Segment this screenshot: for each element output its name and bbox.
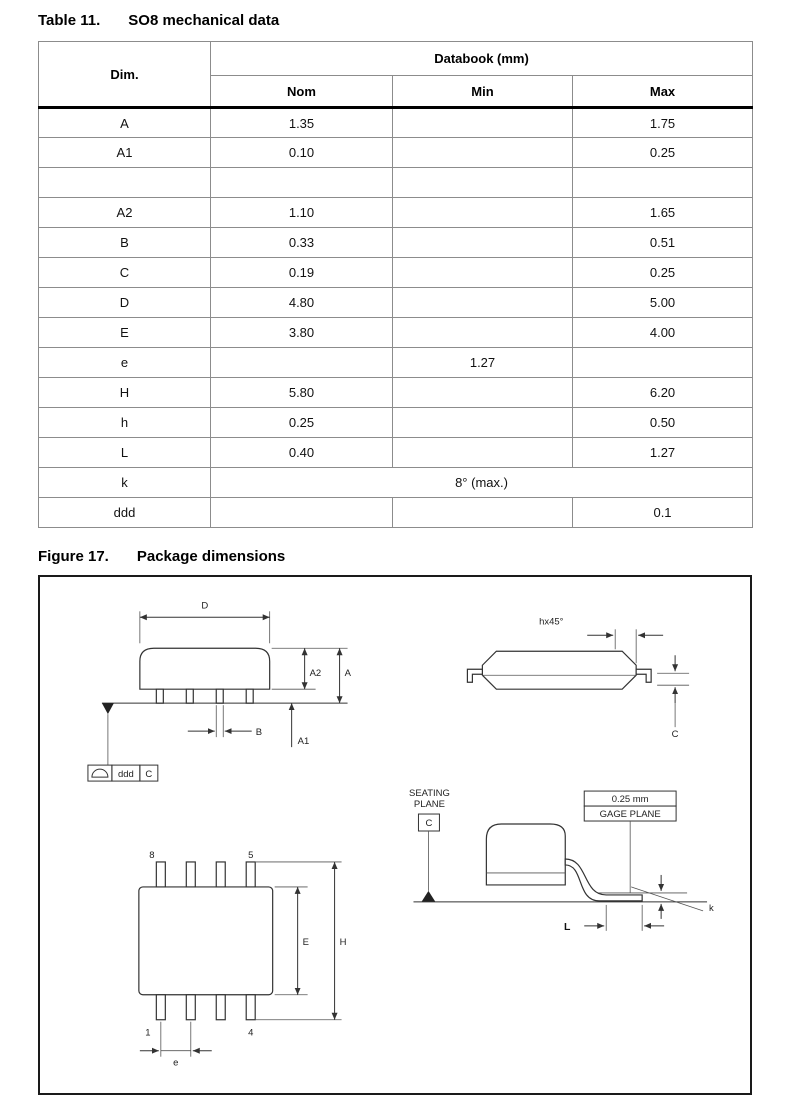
min-cell	[393, 228, 573, 258]
dim-cell: L	[39, 438, 211, 468]
dim-label-d: D	[201, 600, 209, 612]
min-cell	[393, 108, 573, 138]
min-cell	[393, 168, 573, 198]
dim-label-a1: A1	[297, 736, 310, 748]
nom-cell: 1.35	[211, 108, 393, 138]
dim-cell: E	[39, 318, 211, 348]
table-row	[39, 228, 753, 258]
nom-cell	[211, 498, 393, 528]
figure-caption-title: Package dimensions	[136, 548, 286, 565]
max-cell: 0.1	[573, 498, 753, 528]
min-cell	[393, 198, 573, 228]
min-cell	[393, 378, 573, 408]
max-cell: 0.51	[573, 228, 753, 258]
dim-cell: C	[39, 258, 211, 288]
tolerance-label-ddd: ddd	[117, 769, 134, 781]
min-cell	[393, 258, 573, 288]
dim-label-h-overall: H	[339, 936, 347, 948]
k-span-cell: 8° (max.)	[211, 468, 753, 498]
header-row-group	[39, 42, 753, 76]
nom-cell	[211, 168, 393, 198]
dim-cell: ddd	[39, 498, 211, 528]
table-row-k	[39, 468, 753, 498]
table-caption	[38, 12, 752, 29]
seating-datum-c: C	[425, 818, 433, 830]
nom-cell: 4.80	[211, 288, 393, 318]
nom-cell: 0.40	[211, 438, 393, 468]
nom-cell: 0.19	[211, 258, 393, 288]
dim-cell: A1	[39, 138, 211, 168]
top-view	[139, 850, 347, 1069]
table-row	[39, 378, 753, 408]
dim-label-k: k	[709, 902, 714, 914]
datum-triangle-icon	[102, 703, 114, 714]
nom-cell: 5.80	[211, 378, 393, 408]
max-cell	[573, 168, 753, 198]
nom-cell	[211, 348, 393, 378]
dim-cell: D	[39, 288, 211, 318]
col-header-max: Max	[573, 76, 753, 108]
min-cell	[393, 288, 573, 318]
min-cell	[393, 498, 573, 528]
table-caption-label: Table 11.	[38, 12, 101, 29]
dim-label-a: A	[344, 668, 351, 680]
min-cell	[393, 138, 573, 168]
nom-cell: 0.10	[211, 138, 393, 168]
table-row	[39, 258, 753, 288]
table-row	[39, 198, 753, 228]
dim-label-l: L	[564, 921, 571, 933]
dim-cell: e	[39, 348, 211, 378]
table-row	[39, 108, 753, 138]
table-row	[39, 318, 753, 348]
max-cell: 0.25	[573, 258, 753, 288]
nom-cell: 1.10	[211, 198, 393, 228]
col-header-min: Min	[393, 76, 573, 108]
dim-label-e-body: E	[302, 936, 309, 948]
figure-caption	[38, 548, 752, 565]
max-cell: 0.25	[573, 138, 753, 168]
dim-cell: H	[39, 378, 211, 408]
max-cell	[573, 348, 753, 378]
pin-number-8: 8	[149, 849, 155, 861]
pin-number-1: 1	[145, 1027, 151, 1039]
dim-cell: h	[39, 408, 211, 438]
datum-label-c: C	[145, 769, 153, 781]
table-row	[39, 498, 753, 528]
max-cell: 6.20	[573, 378, 753, 408]
max-cell: 1.75	[573, 108, 753, 138]
table-caption-title: SO8 mechanical data	[128, 12, 280, 29]
max-cell: 4.00	[573, 318, 753, 348]
table-row-empty	[39, 168, 753, 198]
end-view	[467, 616, 689, 740]
dim-cell: A	[39, 108, 211, 138]
dim-cell: B	[39, 228, 211, 258]
max-cell: 5.00	[573, 288, 753, 318]
table-row	[39, 348, 753, 378]
dim-label-c: C	[671, 729, 679, 741]
col-header-dim: Dim.	[39, 42, 211, 108]
dim-cell	[39, 168, 211, 198]
dim-label-a2: A2	[309, 668, 322, 680]
pin-number-5: 5	[248, 849, 254, 861]
max-cell: 1.65	[573, 198, 753, 228]
col-header-nom: Nom	[211, 76, 393, 108]
nom-cell: 0.25	[211, 408, 393, 438]
table-row	[39, 438, 753, 468]
seating-plane-label-1: SEATING	[409, 788, 450, 800]
col-header-databook: Databook (mm)	[211, 42, 753, 76]
gage-mm-label: 0.25 mm	[611, 794, 649, 806]
seating-datum-triangle-icon	[421, 891, 435, 902]
min-cell	[393, 438, 573, 468]
min-cell: 1.27	[393, 348, 573, 378]
min-cell	[393, 318, 573, 348]
seating-plane-label-2: PLANE	[413, 799, 445, 811]
seating-plane-symbol-icon	[92, 769, 108, 777]
dim-cell: A2	[39, 198, 211, 228]
dim-label-b: B	[255, 727, 263, 739]
side-view	[88, 600, 352, 781]
figure-caption-label: Figure 17.	[38, 548, 109, 565]
nom-cell: 3.80	[211, 318, 393, 348]
package-drawing	[40, 577, 750, 1091]
dim-label-e-pitch: e	[173, 1057, 179, 1069]
package-dimensions-figure	[38, 575, 752, 1095]
table-row	[39, 138, 753, 168]
pin-number-4: 4	[248, 1027, 254, 1039]
nom-cell: 0.33	[211, 228, 393, 258]
gage-view	[409, 788, 714, 933]
table-row	[39, 408, 753, 438]
table-row	[39, 288, 753, 318]
max-cell: 0.50	[573, 408, 753, 438]
dim-cell: k	[39, 468, 211, 498]
max-cell: 1.27	[573, 438, 753, 468]
dim-label-hx45: hx45°	[539, 616, 564, 628]
gage-plane-label: GAGE PLANE	[599, 809, 661, 821]
min-cell	[393, 408, 573, 438]
mechanical-data-table	[38, 41, 753, 528]
